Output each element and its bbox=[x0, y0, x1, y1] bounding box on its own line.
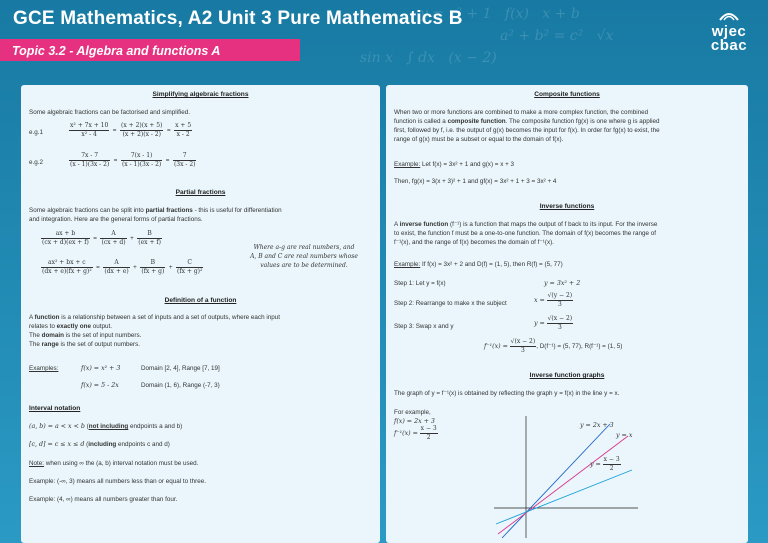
eg2-expression: $\frac{7x - 7}{(x - 1)(3x - 2)}$ = $\frac{7(x - 1)}{(x - 1)(3x - 2)}$ = $\frac{7}{(3x - 2)}$ bbox=[70, 152, 196, 168]
interval-note: Note: when using ∞ the (a, b) interval notation must be used. bbox=[29, 460, 199, 467]
graph-finv-definition: f⁻¹(x) = $\frac{x - 3}{2}$ bbox=[394, 425, 437, 441]
partial-form-2: $\frac{\text{ax² + bx + c}}{\text{(dx + e)(fx + g)²}}$ = $\frac{A}{(dx + e)}$ + $\frac{B}{(fx + g)}$ + $\frac{C}{\text{(fx + g)²}}$ bbox=[42, 259, 203, 275]
heading-inverse: Inverse functions bbox=[539, 203, 595, 210]
decor-text: y = x² + 1 f(x) x + b bbox=[420, 6, 580, 22]
eg2-label: e.g.2 bbox=[29, 159, 44, 166]
heading-inverse-graphs: Inverse function graphs bbox=[529, 372, 605, 379]
interval-line-1: (a, b) = a < x < b (not including endpoints a and b) bbox=[29, 423, 183, 430]
graph-line-y-equals-x bbox=[498, 436, 628, 534]
left-panel bbox=[21, 85, 380, 543]
wjec-logo bbox=[702, 10, 756, 60]
function-def-text: A function is a relationship between a set of inputs and a set of outputs, where each input relates to exactly one output. The domain is the set of input numbers. The range is the set of output numbers. bbox=[29, 314, 280, 348]
example-1-function: f(x) = x² + 3 bbox=[81, 365, 121, 372]
graph-for-example: For example, bbox=[394, 409, 431, 416]
right-panel bbox=[386, 85, 748, 543]
inverse-example: Example: If f(x) = 3x² + 2 and D(f) = (1, 5), then R(f) = (5, 77) bbox=[394, 261, 563, 268]
graph-label-f: y = 2x + 3 bbox=[580, 422, 614, 429]
page-title: GCE Mathematics, A2 Unit 3 Pure Mathematics B bbox=[13, 8, 463, 29]
heading-partial-fractions: Partial fractions bbox=[175, 189, 226, 196]
graph-line-f bbox=[502, 424, 610, 538]
inverse-step-2-eq: x = $\frac{√(y - 2)}{3}$ bbox=[534, 292, 573, 308]
inverse-graphs-text: The graph of y = f⁻¹(x) is obtained by reflecting the graph y = f(x) in the line y = x. bbox=[394, 390, 620, 397]
heading-function-def: Definition of a function bbox=[164, 297, 237, 304]
eg1-expression: $\frac{\text{x² + 7x + 10}}{\text{x² - 4}}$ = $\frac{(x + 2)(x + 5)}{(x + 2)(x - 2)}$ = $\frac{x + 5}{x - 2}$ bbox=[70, 122, 192, 138]
graph-label-y-equals-x: y = x bbox=[616, 432, 633, 439]
heading-simplifying: Simplifying algebraic fractions bbox=[152, 91, 249, 98]
eg1-label: e.g.1 bbox=[29, 129, 44, 136]
graph-f-definition: f(x) = 2x + 3 bbox=[394, 418, 435, 425]
composite-example: Example: Let f(x) = 3x² + 1 and g(x) = x + 3 bbox=[394, 161, 515, 168]
partial-form-1: $\frac{ax + b}{(cx + d)(ex + f)}$ = $\frac{A}{(cx + d)}$ + $\frac{B}{(ex + f)}$ bbox=[42, 230, 161, 246]
simplifying-intro: Some algebraic fractions can be factorised and simplified. bbox=[29, 109, 191, 116]
composite-result: Then, fg(x) = 3(x + 3)² + 1 and gf(x) = 3x² + 1 + 3 = 3x² + 4 bbox=[394, 178, 557, 185]
logo-swish-icon bbox=[718, 10, 740, 22]
graph-label-inverse: y = $\frac{x - 3}{2}$ bbox=[590, 456, 620, 472]
logo-cbac: cbac bbox=[710, 37, 748, 54]
inverse-step-3-eq: y = $\frac{√(x - 2)}{3}$ bbox=[534, 315, 573, 331]
partial-intro-2: and integration. Here are the general forms of partial fractions. bbox=[29, 216, 203, 223]
examples-label: Examples: bbox=[29, 365, 59, 372]
inverse-step-1: Step 1: Let y = f(x) bbox=[394, 280, 446, 287]
decor-text: a² + b² = c² √x bbox=[500, 28, 614, 44]
partial-intro: Some algebraic fractions can be split into partial fractions - this is useful for differentiation bbox=[29, 207, 282, 214]
graph-line-inverse bbox=[496, 470, 632, 524]
interval-example-1: Example: (-∞, 3) means all numbers less than or equal to three. bbox=[29, 478, 207, 485]
interval-example-2: Example: (4, ∞) means all numbers greater than four. bbox=[29, 496, 178, 503]
topic-banner: Topic 3.2 - Algebra and functions A bbox=[0, 39, 300, 61]
heading-composite: Composite functions bbox=[534, 91, 600, 98]
inverse-step-2: Step 2: Rearrange to make x the subject bbox=[394, 300, 507, 307]
logo-wjec: wjec bbox=[711, 23, 747, 40]
inverse-text: A inverse function (f⁻¹) is a function that maps the output of f back to its input. For the inverse to exist, the function f must be a one-to-one function. The domain of f(x) becomes the range of f⁻¹(x), and the range of f(x) becomes the domain of f⁻¹(x). bbox=[394, 221, 658, 246]
composite-text: When two or more functions are combined to make a more complex function, the combined function is called a composite function. The composite function fg(x) is one where g is applied first, followed by f, i.e. the output of g(x) becomes the input for f(x). In order for fg(x) to exist, the range of g(x) must be a subset or equal to the domain of f(x). bbox=[394, 109, 660, 143]
inverse-result: f⁻¹(x) = $\frac{√(x - 2)}{3}$ , D(f⁻¹) = (5, 77), R(f⁻¹) = (1, 5) bbox=[484, 338, 623, 354]
inverse-step-1-eq: y = 3x² + 2 bbox=[544, 280, 581, 287]
example-2-function: f(x) = 5 - 2x bbox=[81, 382, 119, 389]
example-1-domain: Domain [2, 4], Range [7, 19] bbox=[141, 365, 220, 372]
heading-interval: Interval notation bbox=[29, 405, 81, 412]
inverse-step-3: Step 3: Swap x and y bbox=[394, 323, 454, 330]
example-2-domain: Domain (1, 6), Range (-7, 3) bbox=[141, 382, 220, 389]
partial-note: Where a-g are real numbers, and A, B and C are real numbers whose values are to be determined. bbox=[250, 244, 358, 269]
interval-line-2: [c, d] = c ≤ x ≤ d (including endpoints c and d) bbox=[29, 441, 170, 448]
decor-text: sin x ∫ dx (x − 2) bbox=[360, 50, 497, 66]
